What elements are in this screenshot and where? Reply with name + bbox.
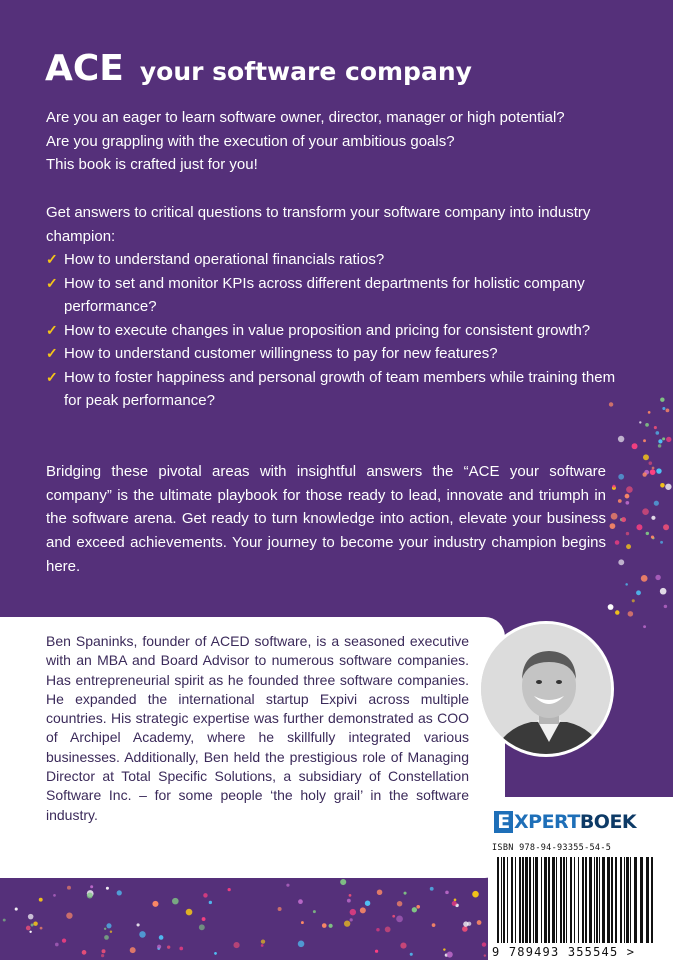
confetti-dot <box>467 922 471 926</box>
confetti-dot <box>313 910 316 913</box>
barcode-bar <box>535 857 538 943</box>
confetti-dot <box>626 532 629 535</box>
confetti-dot <box>39 898 43 902</box>
confetti-dot <box>643 439 646 442</box>
publisher-logo: E XPERTBOEK <box>494 811 636 833</box>
confetti-dot <box>214 952 217 955</box>
questions-intro: Get answers to critical questions to transform your software company into industry champion: <box>46 204 591 245</box>
confetti-dot <box>649 461 653 465</box>
confetti-dot <box>452 901 457 906</box>
confetti-dot <box>654 426 657 429</box>
barcode-bar <box>541 857 542 943</box>
barcode-bar <box>634 857 637 943</box>
barcode-bar <box>599 857 600 943</box>
confetti-dot <box>139 931 146 938</box>
ace-logo: ACE <box>45 48 124 89</box>
checklist-item <box>46 342 636 366</box>
confetti-dot <box>130 947 136 953</box>
confetti-dot <box>28 914 34 920</box>
barcode-bar <box>544 857 547 943</box>
barcode-bar <box>624 857 625 943</box>
confetti-dot <box>626 501 630 505</box>
barcode-bar <box>522 857 524 943</box>
barcode-bar <box>594 857 595 943</box>
isbn-barcode <box>497 857 657 945</box>
checklist-item <box>46 319 636 343</box>
confetti-dot <box>152 901 158 907</box>
checklist-item-text: How to execute changes in value proposition and pricing for consistent growth? <box>64 321 591 339</box>
book-subtitle: your software company <box>139 57 472 86</box>
cover-title <box>45 48 472 89</box>
confetti-dot <box>656 431 660 435</box>
confetti-dot <box>641 575 648 582</box>
confetti-dot <box>29 931 31 933</box>
intro-line: Are you an eager to learn software owner, director, manager or high potential? <box>46 109 565 126</box>
barcode-bar <box>596 857 598 943</box>
question-checklist <box>46 248 636 413</box>
barcode-bar <box>651 857 653 943</box>
barcode-bar <box>525 857 528 943</box>
barcode-bar <box>611 857 613 943</box>
confetti-dot <box>643 454 649 460</box>
confetti-dot <box>329 924 333 928</box>
confetti-dot <box>447 951 453 957</box>
confetti-dot <box>463 921 468 926</box>
confetti-dot <box>376 928 379 931</box>
confetti-dot <box>618 436 624 442</box>
confetti-dot <box>322 923 327 928</box>
confetti-dot <box>87 890 94 897</box>
confetti-dot <box>157 945 161 949</box>
confetti-dot <box>443 948 445 950</box>
confetti-dot <box>15 908 18 911</box>
confetti-dot <box>642 508 649 515</box>
confetti-dot <box>40 927 43 930</box>
barcode-bar <box>529 857 531 943</box>
confetti-dot <box>654 501 659 506</box>
checklist-item <box>46 366 636 413</box>
barcode-bar <box>497 857 499 943</box>
confetti-dot <box>618 474 624 480</box>
confetti-dot <box>340 879 346 885</box>
barcode-bar <box>511 857 513 943</box>
barcode-bar <box>646 857 649 943</box>
confetti-dot <box>106 923 111 928</box>
confetti-dot <box>396 916 403 923</box>
intro-text <box>46 106 636 177</box>
intro-line: Are you grappling with the execution of your ambitious goals? <box>46 132 455 150</box>
confetti-dot <box>618 499 622 503</box>
confetti-dot <box>412 907 417 912</box>
confetti-dot <box>644 470 649 475</box>
confetti-dot <box>377 889 383 895</box>
confetti-dot <box>416 905 420 909</box>
confetti-dot <box>404 892 407 895</box>
confetti-dot <box>650 469 656 475</box>
confetti-dot <box>360 907 366 913</box>
confetti-dot <box>349 894 352 897</box>
barcode-bar <box>548 857 550 943</box>
barcode-bar <box>507 857 508 943</box>
confetti-dot <box>106 887 109 890</box>
confetti-dot <box>261 944 264 947</box>
confetti-dot <box>186 909 193 916</box>
confetti-dot <box>82 950 87 955</box>
confetti-dot <box>655 575 660 580</box>
confetti-dot <box>301 921 304 924</box>
confetti-dot <box>62 939 66 943</box>
barcode-bar <box>501 857 502 943</box>
confetti-dot <box>199 924 205 930</box>
checklist-item-text: How to set and monitor KPIs across different departments for holistic company performance? <box>64 274 585 315</box>
confetti-dot <box>350 918 353 921</box>
confetti-dot <box>621 517 626 522</box>
barcode-bar <box>566 857 567 943</box>
confetti-dot <box>462 926 468 932</box>
confetti-dot <box>167 945 170 948</box>
confetti-dot <box>632 599 635 602</box>
confetti-dot <box>375 950 378 953</box>
confetti-dot <box>26 926 31 931</box>
barcode-bar <box>503 857 505 943</box>
barcode-bar <box>533 857 534 943</box>
barcode-bar <box>607 857 610 943</box>
confetti-dot <box>159 935 164 940</box>
confetti-dot <box>278 907 282 911</box>
confetti-dot <box>347 899 351 903</box>
barcode-digits: 9 789493 355545 > <box>492 945 636 959</box>
confetti-dot <box>636 524 642 530</box>
author-portrait <box>478 621 614 757</box>
barcode-bar <box>552 857 555 943</box>
confetti-dot <box>286 884 289 887</box>
confetti-dot <box>104 935 109 940</box>
confetti-dot <box>365 901 370 906</box>
intro-line: This book is crafted just for you! <box>46 156 258 173</box>
confetti-dot <box>652 537 655 540</box>
confetti-dot <box>652 467 655 470</box>
barcode-bar <box>560 857 562 943</box>
publisher-logo-mark: E <box>494 811 513 833</box>
author-bio: Ben Spaninks, founder of ACED software, is a seasoned executive with an MBA and Board Advisor to numerous software companies. Has entrepreneurial spirit as he founded three software companies. He expanded the international startup Expivi across multiple countries. His strategic expertise was further demonstrated as COO of Archipel Academy, where he skillfully integrated various businesses. Additionally, Ben held the prestigious role of Managing Director at Total Specific Solutions, a subsidiary of Constellation Software Inc. – for some people ‘the holy grail’ in the software industry. <box>46 633 469 823</box>
barcode-bar <box>563 857 565 943</box>
confetti-dot <box>344 920 350 926</box>
confetti-dot <box>618 559 624 565</box>
confetti-dot <box>454 899 457 902</box>
barcode-bar <box>626 857 629 943</box>
confetti-dot <box>626 486 633 493</box>
confetti-dot <box>110 931 112 933</box>
confetti-dot <box>202 917 206 921</box>
confetti-dot <box>392 915 395 918</box>
confetti-dot <box>628 611 634 617</box>
confetti-dot <box>660 397 664 401</box>
confetti-dot <box>90 885 93 888</box>
confetti-dot <box>639 421 641 423</box>
barcode-bar <box>589 857 592 943</box>
checklist-item-text: How to understand operational financials ratios? <box>64 251 385 268</box>
confetti-dot <box>67 886 71 890</box>
check-icon: ✓ <box>46 274 58 291</box>
confetti-dot <box>610 523 616 529</box>
confetti-dot <box>656 468 661 473</box>
confetti-dot <box>66 912 72 918</box>
confetti-dot <box>298 941 305 948</box>
barcode-bar <box>620 857 622 943</box>
confetti-dot <box>662 437 665 440</box>
confetti-dot <box>455 904 458 907</box>
confetti-dot <box>663 524 669 530</box>
confetti-dot <box>642 472 646 476</box>
confetti-dot <box>261 939 265 943</box>
confetti-dot <box>477 920 482 925</box>
confetti-dot <box>484 954 486 956</box>
confetti-dot <box>666 437 671 442</box>
barcode-bar <box>630 857 631 943</box>
confetti-dot <box>648 411 651 414</box>
confetti-dot <box>665 484 671 490</box>
confetti-dot <box>658 444 662 448</box>
confetti-dot <box>660 541 663 544</box>
barcode-bar <box>615 857 617 943</box>
barcode-bar <box>519 857 521 943</box>
confetti-dot <box>626 544 631 549</box>
confetti-dot <box>55 943 59 947</box>
confetti-dot <box>608 604 614 610</box>
confetti-dot <box>157 947 160 950</box>
confetti-dot <box>445 891 449 895</box>
confetti-dot <box>651 536 654 539</box>
confetti-dot <box>620 518 623 521</box>
closing-paragraph: Bridging these pivotal areas with insightful answers the “ACE your software company” is the ultimate playbook for those ready to lead, innovate and triumph in the software arena. Get ready to turn knowledge into action, elevate your business and exceed achievements. Your journey to become your industry champion begins here. <box>46 463 606 575</box>
confetti-dot <box>615 610 619 614</box>
confetti-dot <box>137 923 140 926</box>
barcode-bar <box>585 857 587 943</box>
confetti-dot <box>646 532 649 535</box>
confetti-dot <box>482 942 486 946</box>
confetti-dot <box>385 927 391 933</box>
check-icon: ✓ <box>46 321 58 338</box>
confetti-dot <box>33 921 37 925</box>
confetti-dot <box>660 483 665 488</box>
confetti-dot <box>233 942 239 948</box>
confetti-dot <box>660 588 667 595</box>
confetti-dot <box>410 953 413 956</box>
check-icon: ✓ <box>46 368 58 385</box>
confetti-dot <box>87 893 93 899</box>
confetti-dot <box>664 605 667 608</box>
confetti-dot <box>658 439 662 443</box>
confetti-dot <box>102 949 106 953</box>
isbn-label: ISBN 978-94-93355-54-5 <box>492 843 612 853</box>
confetti-dot <box>625 583 627 585</box>
barcode-bar <box>602 857 605 943</box>
confetti-dot <box>117 890 122 895</box>
confetti-dot <box>472 891 479 898</box>
confetti-dot <box>612 486 616 490</box>
check-icon: ✓ <box>46 251 58 267</box>
confetti-dot <box>53 894 56 897</box>
checklist-item-text: How to understand customer willingness to pay for new features? <box>64 345 498 362</box>
confetti-dot <box>172 898 179 905</box>
confetti-dot <box>645 423 649 427</box>
confetti-dot <box>298 899 303 904</box>
confetti-dot <box>636 590 641 595</box>
check-icon: ✓ <box>46 345 58 361</box>
confetti-dot <box>104 928 106 930</box>
confetti-dot <box>397 901 403 907</box>
barcode-bar <box>570 857 572 943</box>
confetti-dot <box>179 947 183 951</box>
confetti-dot <box>209 901 212 904</box>
checklist-item <box>46 272 636 319</box>
confetti-dot <box>666 408 670 412</box>
barcode-bar <box>578 857 579 943</box>
confetti-dot <box>445 953 448 956</box>
confetti-dot <box>643 625 646 628</box>
checklist-item <box>46 248 636 272</box>
confetti-dot <box>203 893 207 897</box>
confetti-dot <box>651 516 655 520</box>
barcode-bar <box>556 857 557 943</box>
confetti-dot <box>31 923 34 926</box>
confetti-dot <box>612 485 615 488</box>
barcode-bar <box>582 857 584 943</box>
confetti-dot <box>662 407 665 410</box>
confetti-dot <box>625 494 630 499</box>
confetti-dot <box>430 887 434 891</box>
confetti-dot <box>432 923 436 927</box>
confetti-dot <box>3 919 6 922</box>
barcode-bar <box>640 857 643 943</box>
confetti-dot <box>228 888 231 891</box>
confetti-dot <box>615 540 620 545</box>
confetti-dot <box>400 942 406 948</box>
confetti-dot <box>611 513 618 520</box>
confetti-dot <box>101 954 104 957</box>
confetti-dot <box>350 909 356 915</box>
barcode-bar <box>574 857 575 943</box>
confetti-dot <box>632 443 638 449</box>
checklist-item-text: How to foster happiness and personal growth of team members while training them for peak performance? <box>64 368 616 409</box>
barcode-bar <box>515 857 516 943</box>
